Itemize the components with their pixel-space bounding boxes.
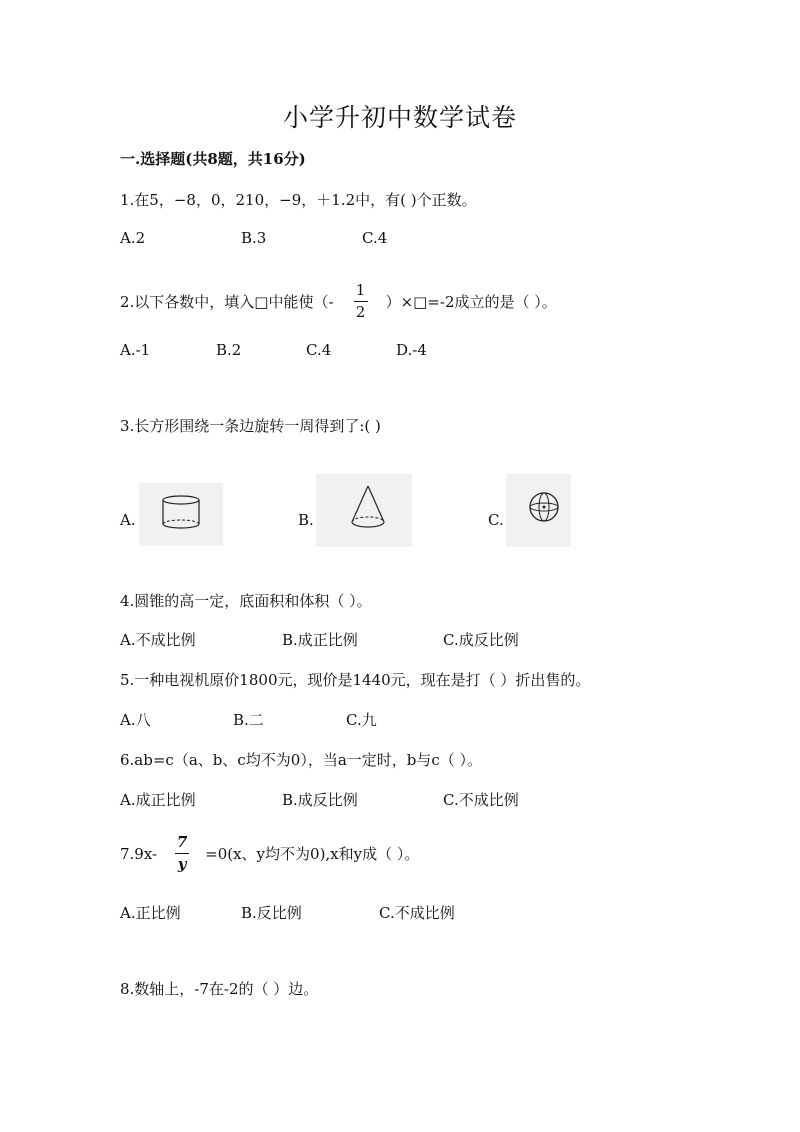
cone-icon [316, 474, 412, 547]
q6-option-a[interactable]: A.成正比例 [120, 791, 196, 809]
q2-fraction-denominator: 2 [355, 303, 366, 322]
q7-fraction [175, 834, 189, 874]
q7-stem-suffix: =0(x、y均不为0),x和y成（ ）。 [205, 845, 420, 864]
q5-option-b[interactable]: B.二 [233, 711, 264, 729]
q1-option-b[interactable]: B.3 [241, 229, 267, 247]
q4-option-b[interactable]: B.成正比例 [282, 631, 358, 649]
q5-option-c[interactable]: C.九 [346, 711, 377, 729]
question-3: 3.长方形围绕一条边旋转一周得到了:( ) [120, 417, 381, 435]
q4-option-a[interactable]: A.不成比例 [120, 631, 196, 649]
q1-option-c[interactable]: C.4 [362, 229, 388, 247]
question-2 [120, 282, 557, 322]
q2-fraction-numerator: 1 [355, 281, 366, 299]
page-title: 小学升初中数学试卷 [282, 103, 517, 132]
q3-option-b[interactable]: B. [298, 511, 314, 529]
q7-stem-prefix: 7.9x- [120, 844, 158, 863]
q2-option-c[interactable]: C.4 [306, 341, 332, 359]
q2-option-b[interactable]: B.2 [216, 341, 242, 359]
question-4: 4.圆锥的高一定，底面积和体积（ ）。 [120, 592, 372, 610]
q3-option-c[interactable]: C. [488, 511, 504, 529]
sphere-icon [506, 474, 571, 547]
q4-option-c[interactable]: C.成反比例 [443, 631, 519, 649]
question-1: 1.在5，−8，0，210，−9，＋1.2中，有( )个正数。 [120, 191, 477, 209]
q3-option-a[interactable]: A. [120, 511, 136, 529]
question-5: 5.一种电视机原价1800元，现价是1440元，现在是打（ ）折出售的。 [120, 671, 591, 689]
q5-option-a[interactable]: A.八 [120, 711, 151, 729]
question-8: 8.数轴上，-7在-2的（ ）边。 [120, 980, 319, 998]
q2-fraction [354, 282, 368, 322]
q2-stem-prefix: 2.以下各数中，填入□中能使（- [120, 293, 334, 312]
q7-option-a[interactable]: A.正比例 [120, 904, 181, 922]
q1-option-a[interactable]: A.2 [120, 229, 146, 247]
cylinder-icon [139, 483, 223, 546]
q7-fraction-denominator: y [177, 855, 187, 874]
q2-option-d[interactable]: D.-4 [396, 341, 427, 359]
question-6: 6.ab=c（a、b、c均不为0），当a一定时，b与c（ ）。 [120, 751, 483, 769]
q7-fraction-numerator: 7 [176, 833, 188, 851]
section-heading: 一.选择题(共8题，共16分) [120, 150, 306, 168]
q2-stem-suffix: ）×□=-2成立的是（ ）。 [385, 293, 557, 312]
question-7 [120, 834, 419, 874]
q7-option-c[interactable]: C.不成比例 [379, 904, 455, 922]
q6-option-b[interactable]: B.成反比例 [282, 791, 358, 809]
q3-image-a [139, 483, 223, 546]
q7-option-b[interactable]: B.反比例 [241, 904, 302, 922]
q2-option-a[interactable]: A.-1 [120, 341, 151, 359]
q3-image-c [506, 474, 571, 547]
q3-image-b [316, 474, 412, 547]
q6-option-c[interactable]: C.不成比例 [443, 791, 519, 809]
